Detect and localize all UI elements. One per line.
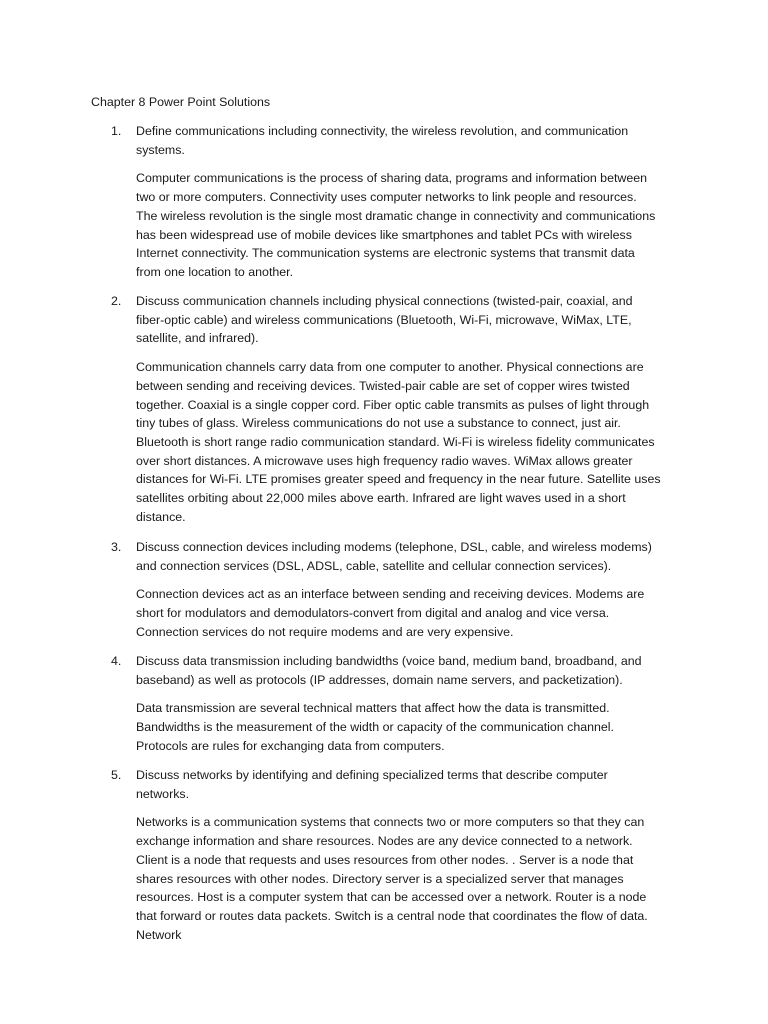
item-number: 1.: [111, 124, 122, 138]
item-question: Discuss connection devices including modems (telephone, DSL, cable, and wireless modems) and connection services (DSL, ADSL, cable, satellite and cellular connection services).: [136, 540, 652, 573]
item-number: 4.: [111, 654, 122, 668]
item-question: Define communications including connectivity, the wireless revolution, and communication systems.: [136, 124, 629, 157]
list-item-1: [91, 122, 661, 282]
item-answer: Computer communications is the process of sharing data, programs and information between two or more computers. Connectivity uses computer networks to link people and resources. The wireless revolution is the single most dramatic change in connectivity and communications has been widespread use of mobile devices like smartphones and tablet PCs with wireless Internet connectivity. The communication systems are electronic systems that transmit data from one location to another.: [136, 171, 656, 279]
item-answer: Communication channels carry data from one computer to another. Physical connections are between sending and receiving devices. Twisted-pair cable are set of copper wires twisted together. Coaxial is a single copper cord. Fiber optic cable transmits as pulses of light through tiny tubes of glass. Wireless communications do not use a substance to connect, just air. Bluetooth is short range radio communication standard. Wi-Fi is wireless fidelity communicates over short distances. A microwave uses high frequency radio waves. WiMax allows greater distances for Wi-Fi. LTE promises greater speed and frequency in the near future. Satellite uses satellites orbiting about 22,000 miles above earth. Infrared are light waves used in a short distance.: [136, 360, 661, 524]
item-answer: Connection devices act as an interface between sending and receiving devices. Modems are short for modulators and demodulators-convert from digital and analog and vice versa. Connection services do not require modems and are very expensive.: [136, 587, 645, 639]
document-title: Chapter 8 Power Point Solutions: [91, 95, 271, 109]
item-question: Discuss data transmission including bandwidths (voice band, medium band, broadband, and baseband) as well as protocols (IP addresses, domain name servers, and packetization).: [136, 654, 642, 687]
list-item-2: [91, 292, 661, 526]
item-question: Discuss communication channels including physical connections (twisted-pair, coaxial, and fiber-optic cable) and wireless communications (Bluetooth, Wi-Fi, microwave, WiMax, LTE, satellite, and infrared).: [136, 294, 633, 346]
list-item-5: [91, 766, 661, 944]
item-answer: Networks is a communication systems that connects two or more computers so that they can exchange information and share resources. Nodes are any device connected to a network. Client is a node that requests and uses resources from other nodes. . Server is a node that shares resources with other nodes. Directory server is a specialized server that manages resources. Host is a computer system that can be accessed over a network. Router is a node that forward or routes data packets. Switch is a central node that coordinates the flow of data. Network: [136, 815, 648, 942]
item-answer: Data transmission are several technical matters that affect how the data is transmitted. Bandwidths is the measurement of the width or capacity of the communication channel. Protocols are rules for exchanging data from computers.: [136, 701, 614, 753]
item-number: 3.: [111, 540, 122, 554]
item-number: 2.: [111, 294, 122, 308]
list-item-3: [91, 538, 661, 642]
item-number: 5.: [111, 768, 122, 782]
item-question: Discuss networks by identifying and defining specialized terms that describe computer networks.: [136, 768, 608, 801]
list-item-4: [91, 652, 661, 756]
